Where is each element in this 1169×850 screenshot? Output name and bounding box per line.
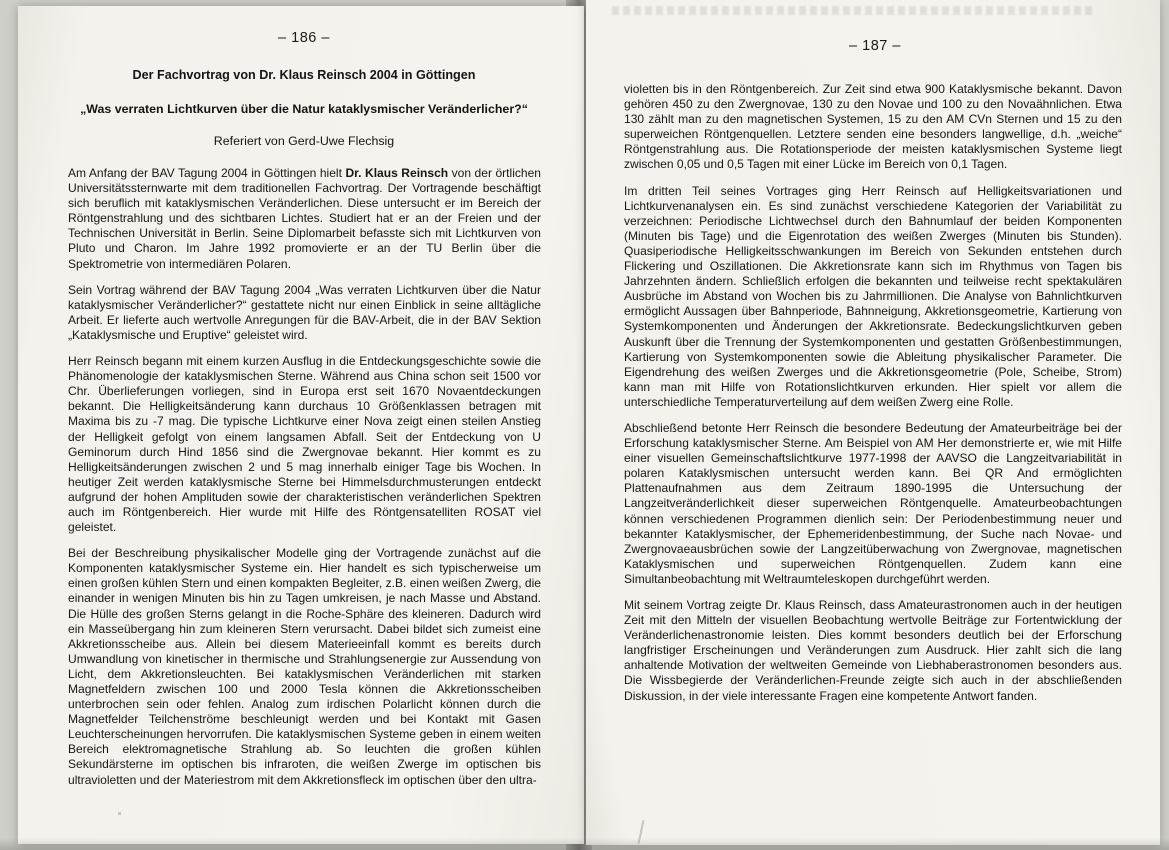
- left-page-number: – 186 –: [278, 30, 330, 46]
- paragraph: Im dritten Teil seines Vortrages ging Herr Reinsch auf Helligkeitsvariationen und Lichtkurvenanalysen ein. Es sind zunächst verschiedene Kategorien der Variabilität zu verzeichnen: Periodische Lichtwechsel durch den Bahnumlauf der beiden Komponenten (Minuten bis Tage) und die Eigenrotation des weißen Zwerges (Minuten bis Stunden). Quasiperiodische Helligkeitsschwankungen im Bereich von Sekunden entstehen durch Flickering und Oszillationen. Die Akkretionsrate kann sich im Rhythmus von Tagen bis Jahrzehnten ändern. Schließlich erfolgen die bekannten und teilweise recht spektakulären Ausbrüche im Abstand von Wochen bis zu Jahrmillionen. Die Analyse von Bahnlichtkurven ermöglicht Aussagen über Bahnperiode, Bahnneigung, Akkretionsgeometrie, Kartierung von Systemkomponenten und Änderungen der Akkretionsrate. Bedeckungslichtkurven geben Auskunft über die Trennung der Systemkomponenten und gestatten Größenbestimmungen, Kartierung von Systemkomponenten sowie die Ableitung physikalischer Parameter. Die Eigendrehung des weißen Zwerges und die Akkretionsgeometrie (Pole, Scheibe, Strom) kann man mit Hilfe von Rotationslichtkurven erkunden. Hier spielt vor allem die unterschiedliche Temperaturverteilung auf dem weißen Zwerg eine Rolle.: [624, 183, 1122, 409]
- page-edge-shadow: [0, 838, 1169, 850]
- left-page-body: [68, 166, 541, 799]
- paragraph: Mit seinem Vortrag zeigte Dr. Klaus Reinsch, dass Amateurastronomen auch in der heutigen Zeit mit den Mitteln der visuellen Beobachtung wertvolle Beiträge zur Fortentwicklung der Veränderlichenastronomie leisten. Dies kommt besonders deutlich bei der Erforschung langfristiger Erscheinungen und Veränderungen zum Ausdruck. Hier zahlt sich die lang anhaltende Motivation der weltweiten Gemeinde von Liebhaberastronomen besonders aus. Die Wissbegierde der Veränderlichen-Freunde zeigte sich auch in der abschließenden Diskussion, in der viele interessante Fragen eine kompetente Antwort fanden.: [624, 598, 1122, 703]
- article-byline: Referiert von Gerd-Uwe Flechsig: [213, 134, 395, 148]
- paragraph: Am Anfang der BAV Tagung 2004 in Göttingen hielt Dr. Klaus Reinsch von der örtlichen Universitätssternwarte mit dem traditionellen Fachvortrag. Der Vortragende beschäftigt sich beruflich mit kataklysmischen Veränderlichen. Diese untersucht er im Bereich der Röntgenstrahlung und des sichtbaren Lichtes. Studiert hat er an der Freien und der Technischen Universität in Berlin. Seine Diplomarbeit befasste sich mit Lichtkurven von Pluto und Charon. Im Jahre 1992 promovierte er an der TU Berlin über die Spektrometrie von intermediären Polaren.: [68, 166, 541, 271]
- left-page: [18, 6, 584, 844]
- article-title: Der Fachvortrag von Dr. Klaus Reinsch 2004 in Göttingen: [132, 68, 476, 82]
- paragraph: violetten bis in den Röntgenbereich. Zur Zeit sind etwa 900 Kataklysmische bekannt. Davon gehören 450 zu den Zwergnovae, 130 zu den Novae und 100 zu den Novaähnlichen. Etwa 130 zählt man zu den magnetischen Systemen, 15 zu den AM CVn Sternen und 15 zu den superweichen Röntgenquellen. Letztere senden eine besonders langwellige, d.h. „weiche“ Röntgenstrahlung aus. Die Rotationsperiode der meisten kataklysmischen Systeme liegt zwischen 0,05 und 0,5 Tagen mit einer Lücke im Bereich von 0,1 Tagen.: [624, 82, 1122, 172]
- paragraph: Abschließend betonte Herr Reinsch die besondere Bedeutung der Amateurbeiträge bei der Erforschung kataklysmischer Sterne. Am Beispiel von AM Her demonstrierte er, wie mit Hilfe einer visuellen Gemeinschaftslichtkurve 1977-1998 der AAVSO die Langzeitvariabilität in polaren Kataklysmischen untersucht werden kann. Bei QR And ermöglichten Plattenaufnahmen aus dem Zeitraum 1890-1995 die Untersuchung der Langzeitveränderlichkeit dieser superweichen Röntgenquelle. Amateurbeobachtungen können verschiedenen Programmen dienlich sein: Der Periodenbestimmung neuer und bekannter Kataklysmischer, der Ephemeridenbestimmung, der Suche nach Novae- und Zwergnovaeausbrüchen sowie der Langzeitüberwachung von Zwergnovae, magnetischen Kataklysmischen und superweichen Röntgenquellen. Zudem kann eine Simultanbeobachtung mit Weltraumteleskopen durchgeführt werden.: [624, 420, 1122, 586]
- right-page-number: – 187 –: [849, 38, 901, 54]
- bleed-through-artifact: [612, 6, 1092, 15]
- left-page-header: [58, 30, 550, 148]
- right-page-header: [626, 38, 1124, 54]
- right-page: [586, 0, 1160, 845]
- paragraph: Bei der Beschreibung physikalischer Modelle ging der Vortragende zunächst auf die Komponenten kataklysmischer Systeme ein. Hier handelt es sich typischerweise um einen großen kühlen Stern und einen kompakten Begleiter, z.B. einen weißen Zwerg, die einander in wenigen Minuten bis hin zu Tagen umkreisen, je nach Masse und Abstand. Die Hülle des großen Sterns gelangt in die Roche-Sphäre des kleineren. Dadurch wird ein Masseübergang hin zum kleineren Stern verursacht. Dabei bildet sich zumeist eine Akkretionsscheibe aus. Allein bei diesem Materieeinfall kommt es bereits durch Umwandlung von kinetischer in thermische und Strahlungsenergie zur Aussendung von Licht, dem Akkretionsleuchten. Bei kataklysmischen Veränderlichen mit starken Magnetfeldern zwischen 100 und 2000 Tesla können die Akkretionsscheiben unterbrochen sein oder fehlen. Analog zum irdischen Polarlicht können durch die Magnetfelder Teilchenströme beschleunigt werden und bei Kontakt mit Gasen Leuchterscheinungen hervorrufen. Die kataklysmischen Systeme geben in einem weiten Bereich elektromagnetische Strahlung ab. So leuchten die großen kühlen Sekundärsterne im optischen bis infraroten, die weißen Zwerge im optischen bis ultravioletten und der Materiestrom mit dem Akkretionsfleck im optischen über den ultra-: [68, 546, 541, 787]
- paragraph: Sein Vortrag während der BAV Tagung 2004 „Was verraten Lichtkurven über die Natur kataklysmischer Veränderlicher?“ gestattete nicht nur einen Einblick in seine alltägliche Arbeit. Er lieferte auch wertvolle Anregungen für die BAV-Arbeit, die in der BAV Sektion „Kataklysmische und Eruptive“ geleistet wird.: [68, 282, 541, 342]
- article-subtitle: „Was verraten Lichtkurven über die Natur kataklysmischer Veränderlicher?“: [80, 102, 528, 116]
- scan-speck: [118, 812, 121, 815]
- right-page-body: [624, 82, 1122, 715]
- paragraph: Herr Reinsch begann mit einem kurzen Ausflug in die Entdeckungsgeschichte sowie die Phänomenologie der kataklysmischen Sterne. Während aus China schon seit 1500 vor Chr. Überlieferungen vorliegen, sind in Europa erst seit 1670 Novaentdeckungen bekannt. Die Helligkeitsänderung kann durchaus 10 Größenklassen betragen mit Maxima bis zu -7 mag. Die typische Lichtkurve einer Nova zeigt einen steilen Anstieg der Helligkeit gefolgt von einem langsamen Abfall. Seit der Entdeckung von U Geminorum durch Hind 1856 sind die Zwergnovae bekannt. Hier kommt es zu Helligkeitsänderungen zwischen 2 und 5 mag innerhalb einiger Tage bis Wochen. In heutiger Zeit werden kataklysmische Sterne bei Himmelsdurchmusterungen entdeckt aufgrund der hohen Amplituden sowie der charakteristischen veränderlichen Spektren auch im Röntgenbereich. Hier wurde mit Hilfe des Röntgensatelliten ROSAT viel geleistet.: [68, 354, 541, 535]
